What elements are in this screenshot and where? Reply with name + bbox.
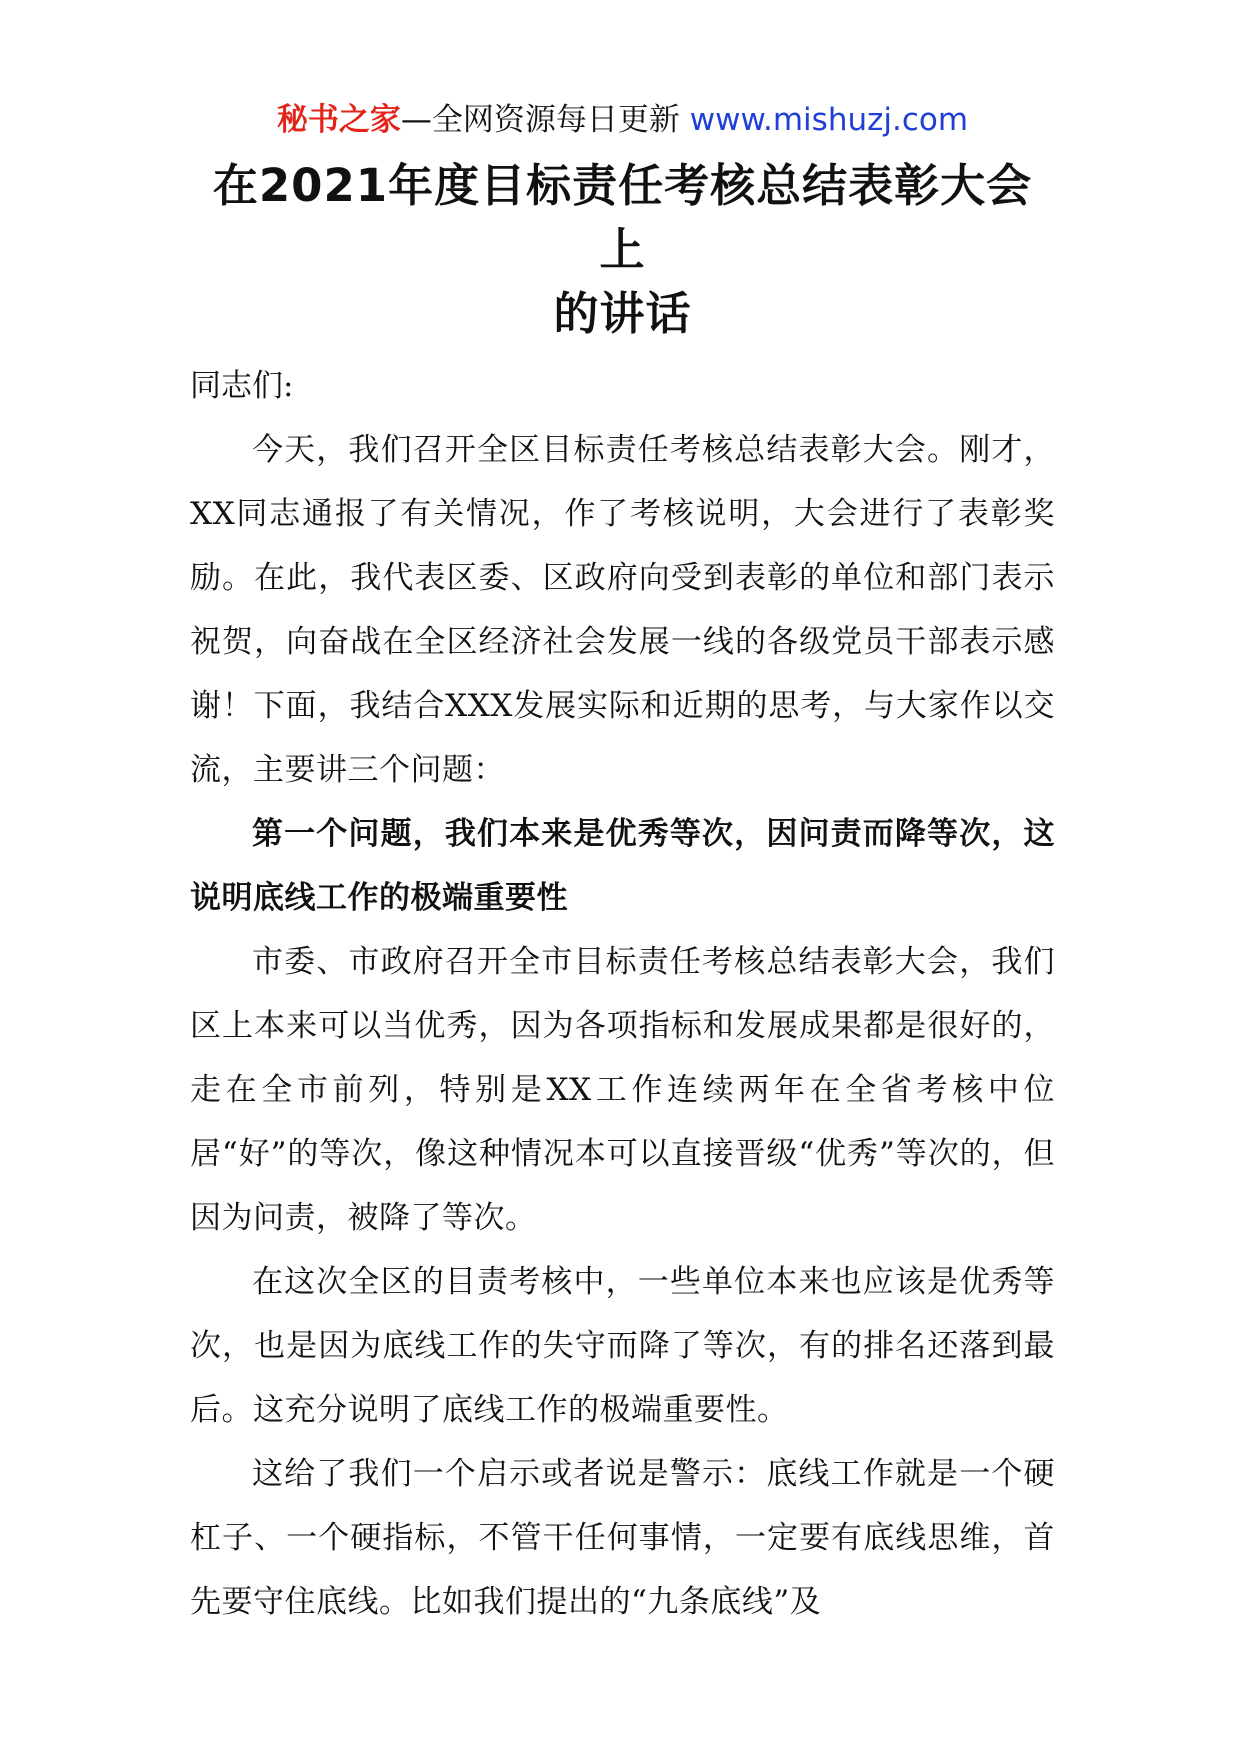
site-brand: 秘书之家 xyxy=(276,102,401,138)
document-title xyxy=(190,154,1055,346)
paragraph-opening: 今天，我们召开全区目标责任考核总结表彰大会。刚才，XX同志通报了有关情况，作了考核说明，大会进行了表彰奖励。在此，我代表区委、区政府向受到表彰的单位和部门表示祝贺，向奋战在全区经济社会发展一线的各级党员干部表示感谢！下面，我结合XXX发展实际和近期的思考，与大家作以交流，主要讲三个问题： xyxy=(190,432,1055,788)
site-header xyxy=(190,96,1055,144)
site-url-link[interactable]: www.mishuzj.com xyxy=(689,102,969,138)
paragraph-city-assessment: 市委、市政府召开全市目标责任考核总结表彰大会，我们区上本来可以当优秀，因为各项指标和发展成果都是很好的，走在全市前列，特别是XX工作连续两年在全省考核中位居“好”的等次，像这种情况本可以直接晋级“优秀”等次的，但因为问责，被降了等次。 xyxy=(190,944,1055,1236)
site-slogan: —全网资源每日更新 xyxy=(400,102,690,138)
paragraph-bottom-line-warning: 这给了我们一个启示或者说是警示：底线工作就是一个硬杠子、一个硬指标，不管干任何事情，一定要有底线思维，首先要守住底线。比如我们提出的“九条底线”及 xyxy=(190,1456,1055,1620)
section-heading-1: 第一个问题，我们本来是优秀等次，因问责而降等次，这说明底线工作的极端重要性 xyxy=(190,816,1055,916)
paragraph-district-assessment: 在这次全区的目责考核中，一些单位本来也应该是优秀等次，也是因为底线工作的失守而降了等次，有的排名还落到最后。这充分说明了底线工作的极端重要性。 xyxy=(190,1264,1055,1428)
salutation: 同志们: xyxy=(190,368,294,404)
document-title-line-1: 在2021年度目标责任考核总结表彰大会上 xyxy=(212,159,1033,276)
document-title-line-2: 的讲话 xyxy=(553,287,692,340)
